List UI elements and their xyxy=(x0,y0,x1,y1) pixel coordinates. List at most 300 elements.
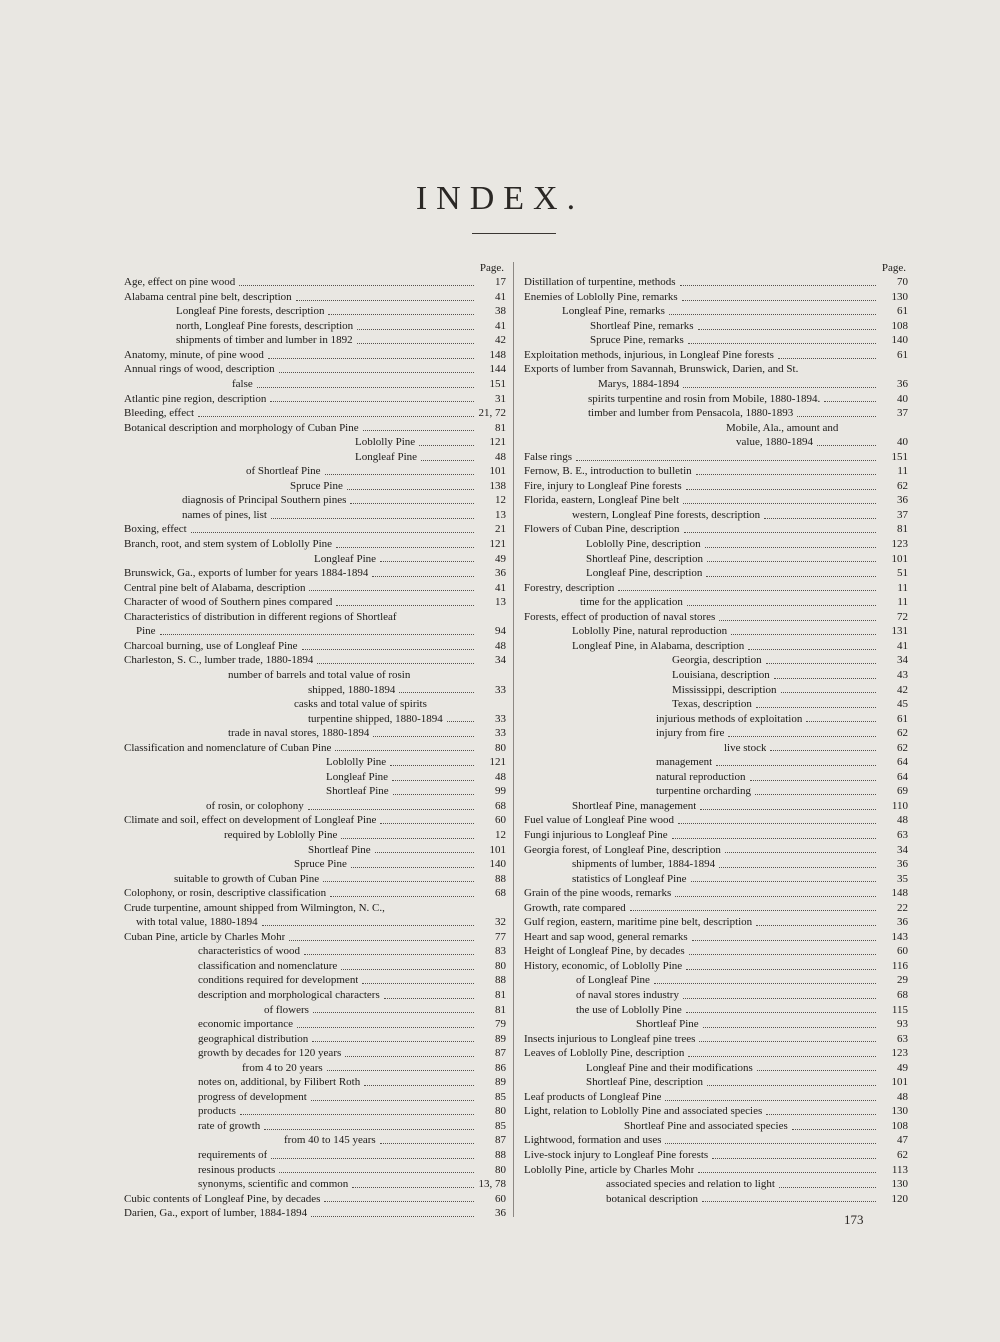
index-entry xyxy=(124,333,506,348)
right-column xyxy=(524,262,908,1206)
dot-leader xyxy=(317,663,474,664)
entry-text: shipments of lumber, 1884-1894 xyxy=(572,858,716,871)
entry-page: 113 xyxy=(891,1163,908,1176)
dot-leader xyxy=(705,547,876,548)
entry-page: 62 xyxy=(897,741,908,754)
entry-page: 130 xyxy=(891,1105,908,1118)
dot-leader xyxy=(686,969,876,970)
dot-leader xyxy=(390,765,474,766)
dot-leader xyxy=(191,532,474,533)
entry-page: 131 xyxy=(891,625,908,638)
dot-leader xyxy=(323,881,474,882)
index-entry xyxy=(124,944,506,959)
entry-page: 61 xyxy=(897,348,908,361)
dot-leader xyxy=(700,809,876,810)
dot-leader xyxy=(817,445,876,446)
entry-page: 47 xyxy=(897,1134,908,1147)
entry-text: of naval stores industry xyxy=(576,988,679,1001)
entry-text: geographical distribution xyxy=(198,1032,309,1045)
index-entry xyxy=(524,1148,908,1163)
index-entry xyxy=(524,1133,908,1148)
dot-leader xyxy=(384,998,474,999)
entry-page: 148 xyxy=(489,348,506,361)
dot-leader xyxy=(309,590,474,591)
dot-leader xyxy=(675,896,876,897)
dot-leader xyxy=(313,1012,474,1013)
dot-leader xyxy=(824,401,876,402)
entry-page: 51 xyxy=(897,567,908,580)
entry-page: 140 xyxy=(489,858,506,871)
dot-leader xyxy=(279,1172,474,1173)
left-entries xyxy=(124,275,506,1221)
index-entry xyxy=(524,741,908,756)
right-page-heading: Page. xyxy=(881,262,906,274)
entry-page: 60 xyxy=(897,945,908,958)
entry-page: 49 xyxy=(495,552,506,565)
entry-page: 35 xyxy=(897,872,908,885)
entry-page: 144 xyxy=(489,363,506,376)
index-entry xyxy=(124,901,506,916)
entry-page: 17 xyxy=(495,276,506,289)
entry-text: Leaves of Loblolly Pine, description xyxy=(524,1047,685,1060)
entry-text: Enemies of Loblolly Pine, remarks xyxy=(524,290,678,303)
entry-text: Leaf products of Longleaf Pine xyxy=(524,1090,662,1103)
entry-text: timber and lumber from Pensacola, 1880-1893 xyxy=(588,407,794,420)
entry-text: Flowers of Cuban Pine, description xyxy=(524,523,680,536)
dot-leader xyxy=(719,867,876,868)
entry-page: 61 xyxy=(897,305,908,318)
index-entry xyxy=(124,522,506,537)
index-entry xyxy=(124,595,506,610)
entry-page: 101 xyxy=(489,465,506,478)
entry-page: 11 xyxy=(897,465,908,478)
entry-text: Longleaf Pine, description xyxy=(586,567,703,580)
index-entry xyxy=(124,1177,506,1192)
index-entry xyxy=(524,537,908,552)
index-entry xyxy=(524,508,908,523)
entry-page: 121 xyxy=(489,538,506,551)
entry-text: casks and total value of spirits xyxy=(294,698,427,711)
entry-page: 81 xyxy=(897,523,908,536)
entry-page: 33 xyxy=(495,712,506,725)
index-entry xyxy=(124,464,506,479)
dot-leader xyxy=(766,1114,876,1115)
dot-leader xyxy=(683,387,876,388)
dot-leader xyxy=(702,1201,876,1202)
index-entry xyxy=(524,784,908,799)
entry-page: 70 xyxy=(897,276,908,289)
dot-leader xyxy=(347,489,474,490)
entry-page: 89 xyxy=(495,1032,506,1045)
entry-text: associated species and relation to light xyxy=(606,1178,775,1191)
entry-text: Darien, Ga., export of lumber, 1884-1894 xyxy=(124,1207,308,1220)
dot-leader xyxy=(264,1129,474,1130)
entry-text: Shortleaf Pine and associated species xyxy=(624,1119,788,1132)
index-entry xyxy=(124,581,506,596)
index-entry xyxy=(124,886,506,901)
entry-text: time for the application xyxy=(580,596,683,609)
dot-leader xyxy=(728,736,876,737)
entry-page: 108 xyxy=(891,319,908,332)
index-entry xyxy=(124,973,506,988)
entry-text: requirements of xyxy=(198,1149,268,1161)
entry-page: 48 xyxy=(495,770,506,783)
entry-text: Spruce Pine xyxy=(290,479,343,492)
index-entry xyxy=(524,1119,908,1134)
index-entry xyxy=(524,406,908,421)
dot-leader xyxy=(341,838,474,839)
dot-leader xyxy=(421,460,474,461)
entry-page: 120 xyxy=(891,1192,908,1205)
entry-text: Texas, description xyxy=(672,698,752,711)
dot-leader xyxy=(665,1100,876,1101)
entry-page: 29 xyxy=(897,974,908,987)
index-entry xyxy=(524,639,908,654)
entry-text: Annual rings of wood, description xyxy=(124,363,275,376)
index-entry xyxy=(124,1104,506,1119)
index-entry xyxy=(524,1046,908,1061)
dot-leader xyxy=(781,692,876,693)
dot-leader xyxy=(345,1056,474,1057)
entry-page: 80 xyxy=(495,1163,506,1176)
index-entry xyxy=(124,1119,506,1134)
entry-text: Mobile, Ala., amount and xyxy=(726,421,839,434)
entry-page: 121 xyxy=(489,436,506,449)
dot-leader xyxy=(779,1187,876,1188)
index-entry xyxy=(524,522,908,537)
entry-text: Alabama central pine belt, description xyxy=(124,290,292,303)
entry-page: 37 xyxy=(897,407,908,420)
index-entry xyxy=(524,1163,908,1178)
index-entry xyxy=(124,1192,506,1207)
index-entry xyxy=(124,479,506,494)
entry-text: Shortleaf Pine xyxy=(636,1018,699,1031)
entry-page: 81 xyxy=(495,421,506,434)
entry-text: the use of Loblolly Pine xyxy=(576,1003,682,1016)
entry-page: 41 xyxy=(897,639,908,652)
index-entry xyxy=(124,639,506,654)
entry-page: 123 xyxy=(891,1047,908,1060)
dot-leader xyxy=(680,285,876,286)
index-entry xyxy=(524,828,908,843)
dot-leader xyxy=(324,1201,474,1202)
index-entry xyxy=(124,348,506,363)
dot-leader xyxy=(792,1129,876,1130)
index-entry xyxy=(124,959,506,974)
entry-page: 21, 72 xyxy=(478,407,506,420)
dot-leader xyxy=(766,663,876,664)
index-entry xyxy=(524,1017,908,1032)
entry-text: Loblolly Pine, description xyxy=(586,538,701,551)
entry-text: Light, relation to Loblolly Pine and associated species xyxy=(524,1105,763,1118)
entry-text: Longleaf Pine xyxy=(326,770,389,783)
index-entry xyxy=(124,813,506,828)
dot-leader xyxy=(341,969,474,970)
dot-leader xyxy=(797,416,876,417)
entry-text: Boxing, effect xyxy=(124,523,187,536)
entry-text: western, Longleaf Pine forests, description xyxy=(572,508,761,521)
dot-leader xyxy=(756,707,876,708)
entry-text: Fire, injury to Longleaf Pine forests xyxy=(524,479,682,492)
entry-text: Grain of the pine woods, remarks xyxy=(524,887,672,900)
entry-page: 36 xyxy=(897,378,908,391)
entry-page: 138 xyxy=(489,479,506,492)
entry-text: classification and nomenclature xyxy=(198,959,338,972)
column-divider xyxy=(513,262,514,1217)
entry-text: Insects injurious to Longleaf pine trees xyxy=(524,1032,696,1045)
index-entry xyxy=(124,624,506,639)
entry-text: synonyms, scientific and common xyxy=(198,1178,349,1191)
index-entry xyxy=(524,362,908,377)
entry-page: 94 xyxy=(495,625,506,638)
index-entry xyxy=(124,988,506,1003)
dot-leader xyxy=(380,823,474,824)
entry-text: turpentine shipped, 1880-1894 xyxy=(308,712,443,725)
index-entry xyxy=(524,915,908,930)
index-entry xyxy=(524,668,908,683)
entry-text: Exploitation methods, injurious, in Longleaf Pine forests xyxy=(524,348,774,361)
index-entry xyxy=(524,552,908,567)
entry-page: 123 xyxy=(891,538,908,551)
entry-page: 83 xyxy=(495,945,506,958)
entry-text: Charleston, S. C., lumber trade, 1880-1894 xyxy=(124,654,314,667)
entry-text: History, economic, of Loblolly Pine xyxy=(524,959,683,972)
index-entry xyxy=(124,377,506,392)
index-entry xyxy=(124,668,506,683)
index-entry xyxy=(124,726,506,741)
entry-text: Spruce Pine xyxy=(294,858,347,871)
entry-page: 41 xyxy=(495,290,506,303)
dot-leader xyxy=(357,343,474,344)
entry-page: 121 xyxy=(489,756,506,769)
index-entry xyxy=(524,610,908,625)
dot-leader xyxy=(683,998,876,999)
entry-page: 101 xyxy=(891,552,908,565)
entry-page: 43 xyxy=(897,668,908,681)
dot-leader xyxy=(351,867,474,868)
entry-text: Shortleaf Pine, description xyxy=(586,1076,704,1089)
entry-page: 49 xyxy=(897,1061,908,1074)
entry-page: 36 xyxy=(897,916,908,929)
dot-leader xyxy=(335,750,474,751)
entry-text: Brunswick, Ga., exports of lumber for years 1884-1894 xyxy=(124,567,369,580)
index-entry xyxy=(124,1148,506,1163)
entry-text: Botanical description and morphology of Cuban Pine xyxy=(124,421,359,434)
entry-page: 69 xyxy=(897,785,908,798)
index-entry xyxy=(124,930,506,945)
index-entry xyxy=(124,784,506,799)
dot-leader xyxy=(686,489,876,490)
dot-leader xyxy=(311,1100,474,1101)
entry-page: 77 xyxy=(495,930,506,943)
entry-text: Florida, eastern, Longleaf Pine belt xyxy=(524,494,680,507)
entry-page: 40 xyxy=(897,392,908,405)
dot-leader xyxy=(691,881,876,882)
dot-leader xyxy=(327,1070,474,1071)
entry-text: Shortleaf Pine, description xyxy=(586,552,704,565)
index-entry xyxy=(524,799,908,814)
entry-text: of flowers xyxy=(264,1003,309,1016)
entry-text: Age, effect on pine wood xyxy=(124,276,236,289)
index-entry xyxy=(524,930,908,945)
dot-leader xyxy=(279,372,474,373)
index-entry xyxy=(124,697,506,712)
entry-text: injury from fire xyxy=(656,727,725,740)
entry-text: Longleaf Pine, remarks xyxy=(562,305,665,318)
entry-page: 48 xyxy=(495,639,506,652)
index-entry xyxy=(524,493,908,508)
entry-page: 11 xyxy=(897,581,908,594)
index-entry xyxy=(124,508,506,523)
entry-text: Central pine belt of Alabama, description xyxy=(124,581,306,594)
dot-leader xyxy=(362,983,474,984)
entry-text: Heart and sap wood, general remarks xyxy=(524,930,688,943)
entry-text: statistics of Longleaf Pine xyxy=(572,872,687,885)
index-entry xyxy=(124,552,506,567)
dot-leader xyxy=(618,590,876,591)
index-entry xyxy=(524,901,908,916)
index-entry xyxy=(524,1075,908,1090)
entry-text: Forests, effect of production of naval stores xyxy=(524,610,716,623)
index-entry xyxy=(524,988,908,1003)
index-entry xyxy=(524,1003,908,1018)
index-entry xyxy=(124,290,506,305)
entry-text: Atlantic pine region, description xyxy=(124,392,267,405)
index-entry xyxy=(524,479,908,494)
entry-page: 89 xyxy=(495,1076,506,1089)
dot-leader xyxy=(748,649,876,650)
dot-leader xyxy=(725,852,876,853)
entry-text: shipped, 1880-1894 xyxy=(308,683,396,696)
dot-leader xyxy=(688,343,876,344)
entry-page: 36 xyxy=(495,1207,506,1220)
entry-page: 34 xyxy=(897,843,908,856)
entry-page: 48 xyxy=(495,450,506,463)
index-entry xyxy=(124,1133,506,1148)
entry-text: botanical description xyxy=(606,1192,698,1205)
entry-page: 130 xyxy=(891,290,908,303)
dot-leader xyxy=(699,1041,876,1042)
entry-text: Colophony, or rosin, descriptive classification xyxy=(124,887,327,900)
index-entry xyxy=(124,566,506,581)
index-entry xyxy=(524,377,908,392)
dot-leader xyxy=(692,940,876,941)
entry-text: Exports of lumber from Savannah, Brunswick, Darien, and St. xyxy=(524,363,799,376)
dot-leader xyxy=(352,1187,474,1188)
entry-page: 88 xyxy=(495,974,506,987)
entry-page: 86 xyxy=(495,1061,506,1074)
entry-page: 99 xyxy=(495,785,506,798)
entry-text: Lightwood, formation and uses xyxy=(524,1134,662,1147)
entry-page: 63 xyxy=(897,1032,908,1045)
index-entry xyxy=(524,872,908,887)
index-entry xyxy=(524,595,908,610)
entry-text: Cuban Pine, article by Charles Mohr xyxy=(124,930,286,943)
dot-leader xyxy=(302,649,474,650)
dot-leader xyxy=(372,576,474,577)
dot-leader xyxy=(687,605,876,606)
entry-page: 37 xyxy=(897,508,908,521)
dot-leader xyxy=(239,285,474,286)
dot-leader xyxy=(380,561,474,562)
index-entry xyxy=(524,275,908,290)
entry-page: 64 xyxy=(897,770,908,783)
dot-leader xyxy=(268,358,474,359)
index-entry xyxy=(524,319,908,334)
entry-text: spirits turpentine and rosin from Mobile, 1880-1894. xyxy=(588,392,821,405)
dot-leader xyxy=(731,634,876,635)
index-entry xyxy=(524,435,908,450)
dot-leader xyxy=(682,300,876,301)
index-entry xyxy=(524,464,908,479)
entry-text: Shortleaf Pine xyxy=(308,843,371,856)
dot-leader xyxy=(757,1070,876,1071)
index-entry xyxy=(124,1017,506,1032)
entry-text: number of barrels and total value of rosin xyxy=(228,668,411,681)
dot-leader xyxy=(698,1172,876,1173)
dot-leader xyxy=(447,721,474,722)
dot-leader xyxy=(716,765,876,766)
index-entry xyxy=(124,755,506,770)
entry-text: Character of wood of Southern pines compared xyxy=(124,596,333,609)
entry-text: progress of development xyxy=(198,1090,307,1103)
entry-page: 33 xyxy=(495,727,506,740)
index-entry xyxy=(524,726,908,741)
entry-page: 143 xyxy=(891,930,908,943)
dot-leader xyxy=(364,1085,474,1086)
dot-leader xyxy=(419,445,474,446)
index-entry xyxy=(124,1003,506,1018)
entry-page: 32 xyxy=(495,916,506,929)
entry-text: Georgia forest, of Longleaf Pine, description xyxy=(524,843,721,856)
dot-leader xyxy=(399,692,474,693)
entry-text: Loblolly Pine xyxy=(326,756,387,769)
dot-leader xyxy=(706,576,876,577)
entry-text: Shortleaf Pine, remarks xyxy=(590,319,694,332)
entry-text: Pine xyxy=(136,625,156,638)
entry-text: Loblolly Pine, article by Charles Mohr xyxy=(524,1163,695,1176)
entry-text: Mississippi, description xyxy=(672,683,777,696)
entry-page: 116 xyxy=(891,959,908,972)
dot-leader xyxy=(271,1158,474,1159)
entry-text: Characteristics of distribution in different regions of Shortleaf xyxy=(124,610,397,623)
entry-page: 140 xyxy=(891,334,908,347)
dot-leader xyxy=(669,314,876,315)
index-entry xyxy=(124,406,506,421)
index-entry xyxy=(124,610,506,625)
entry-page: 36 xyxy=(897,858,908,871)
entry-text: conditions required for development xyxy=(198,974,359,987)
entry-page: 68 xyxy=(495,887,506,900)
title-rule xyxy=(472,233,556,234)
entry-page: 62 xyxy=(897,1149,908,1161)
dot-leader xyxy=(270,401,474,402)
index-entry xyxy=(524,581,908,596)
entry-text: Shortleaf Pine, management xyxy=(572,799,697,812)
index-entry xyxy=(124,857,506,872)
dot-leader xyxy=(393,794,474,795)
entry-text: required by Loblolly Pine xyxy=(224,828,338,841)
entry-text: Distillation of turpentine, methods xyxy=(524,276,676,289)
index-entry xyxy=(524,1192,908,1207)
page-number: 173 xyxy=(844,1212,864,1227)
dot-leader xyxy=(325,474,474,475)
dot-leader xyxy=(698,329,876,330)
index-entry xyxy=(524,348,908,363)
dot-leader xyxy=(297,1027,474,1028)
dot-leader xyxy=(756,925,876,926)
entry-text: Forestry, description xyxy=(524,581,615,594)
